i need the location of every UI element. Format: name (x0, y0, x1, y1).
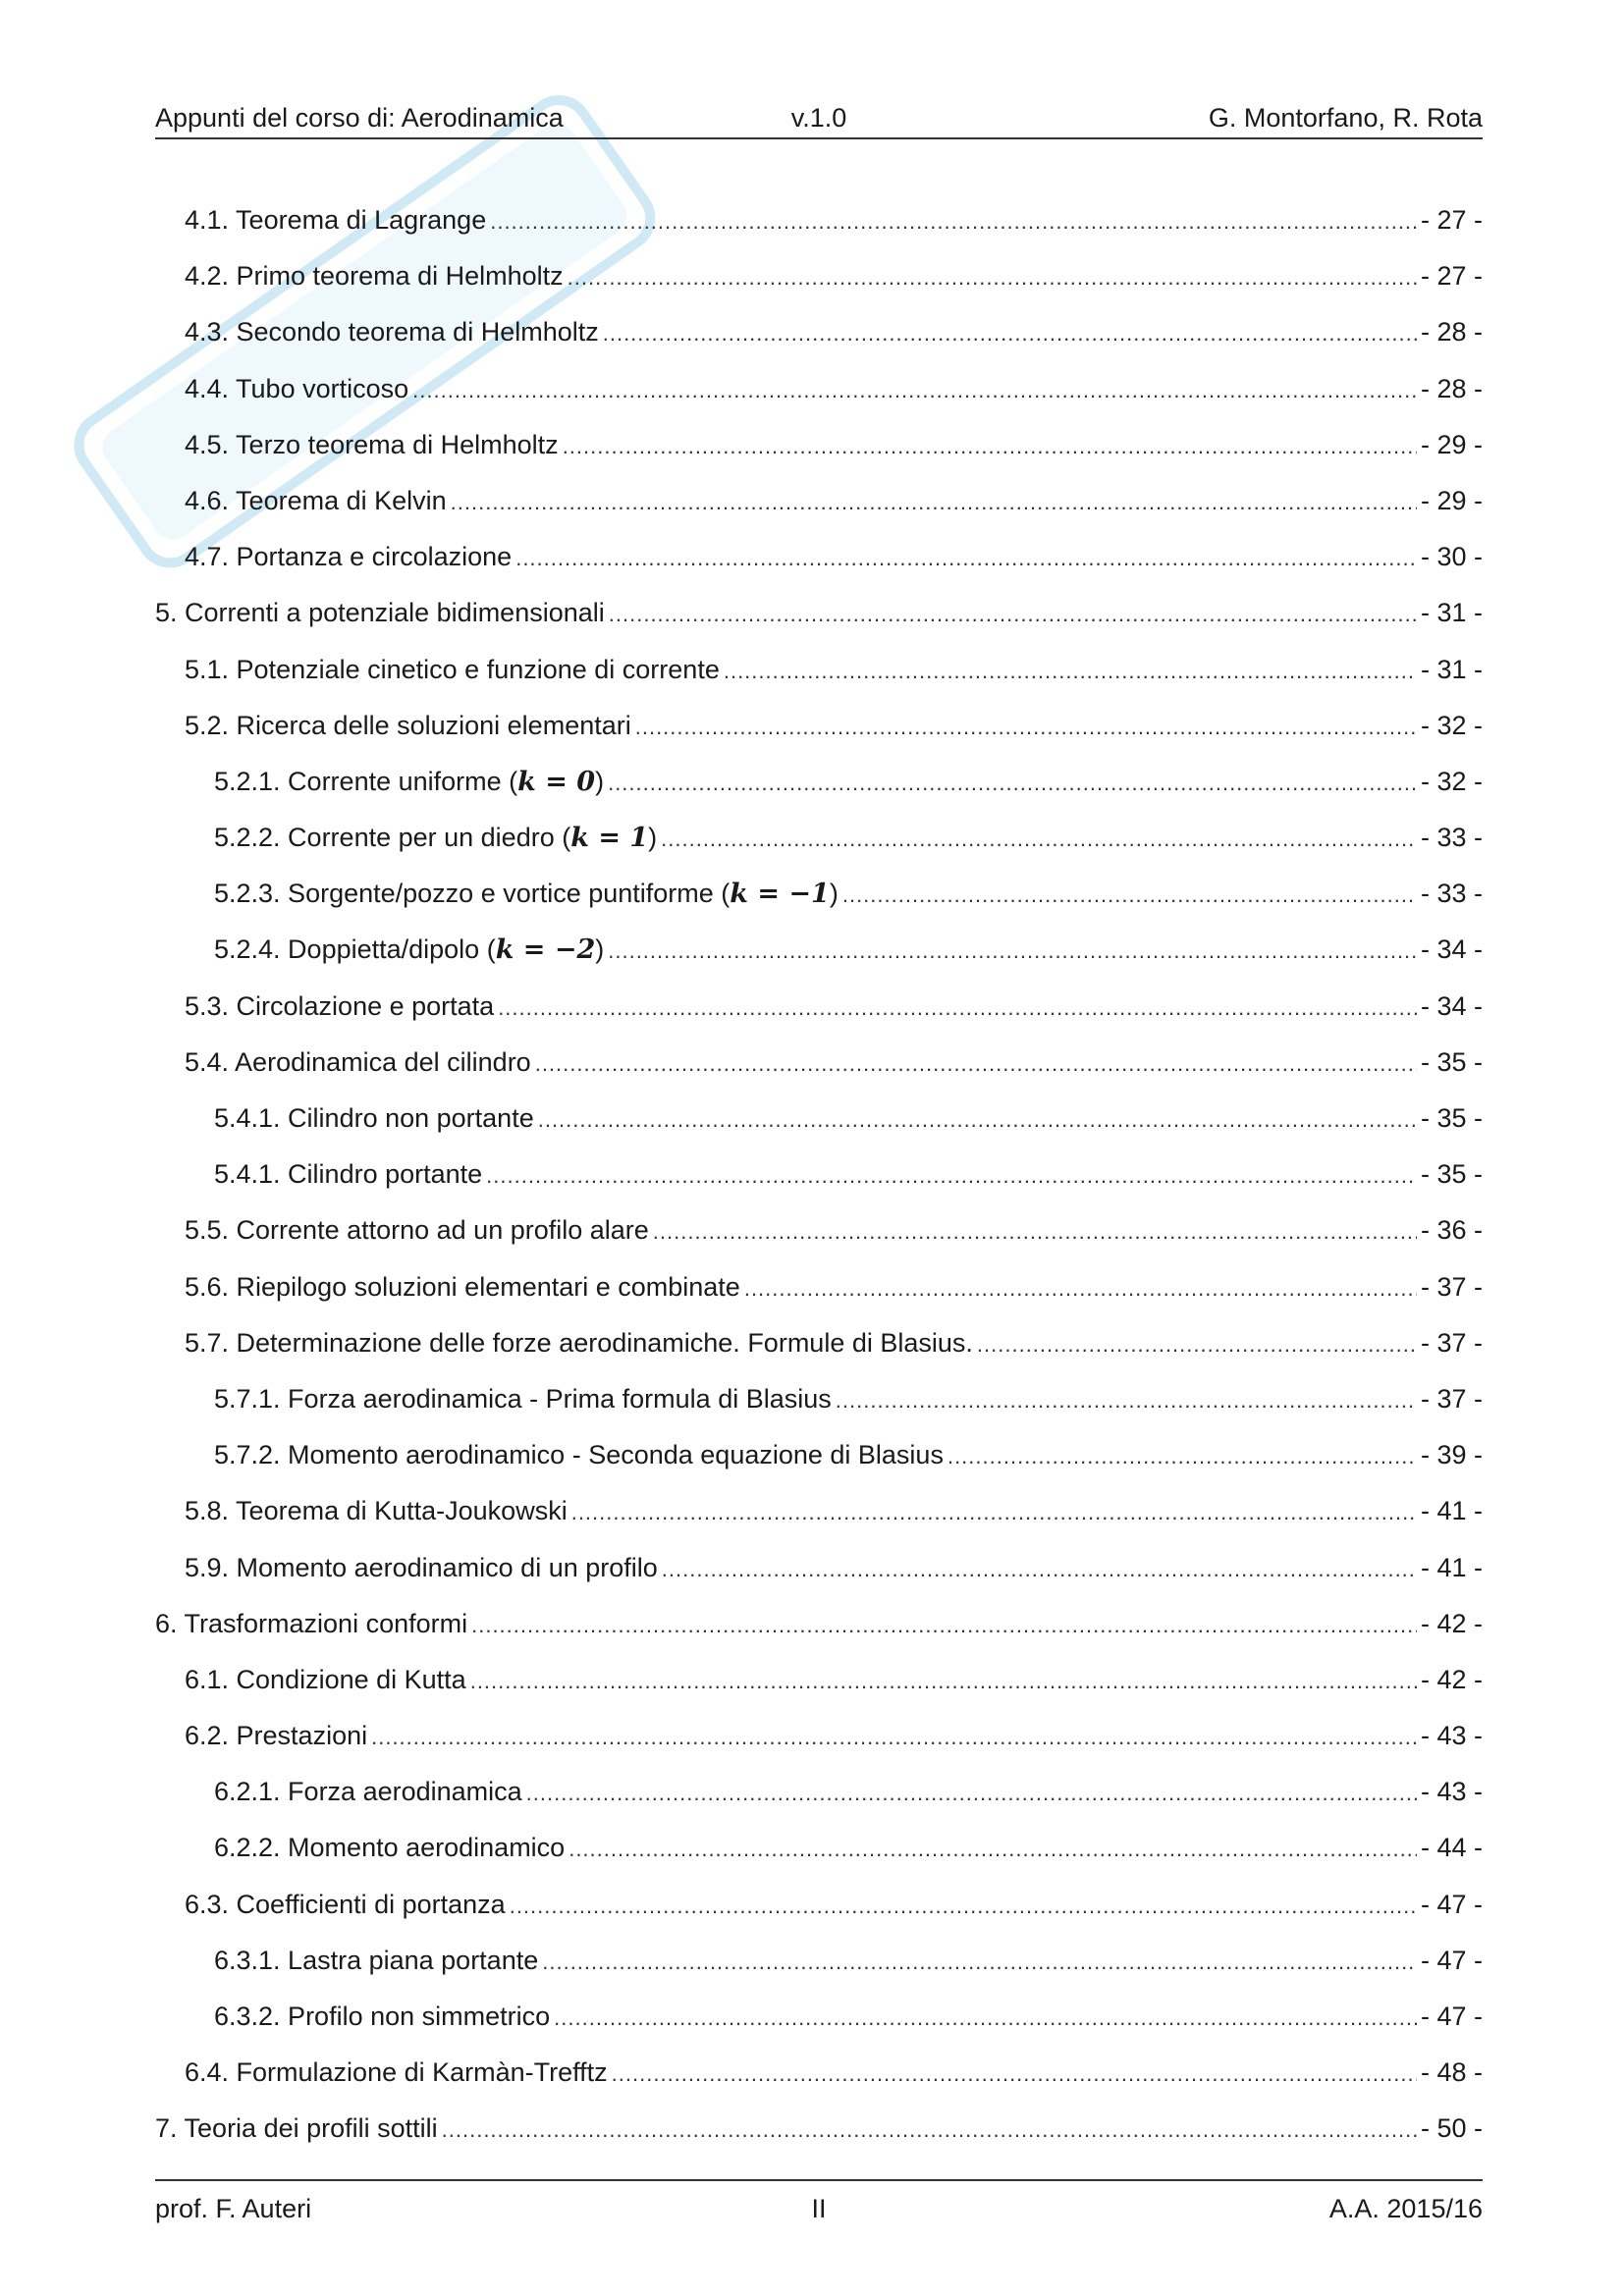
toc-entry-math: k = 1 (570, 823, 649, 854)
toc-entry-title-text: 5.2.1. Corrente uniforme ( (214, 766, 518, 796)
toc-entry-math: k = 0 (517, 766, 596, 797)
toc-entry-title (185, 1315, 973, 1371)
toc-entry-title-text: 6.2. Prestazioni (185, 1721, 368, 1751)
toc-dot-leader (608, 923, 1417, 979)
toc-dot-leader (661, 811, 1417, 867)
toc-entry-title (185, 1877, 506, 1933)
toc-entry-title-text: 6.3.2. Profilo non simmetrico (214, 2002, 551, 2031)
toc-entry-title-text: 5.6. Riepilogo soluzioni elementari e combinate (185, 1271, 740, 1302)
toc-entry-title-text: 5.7.2. Momento aerodinamico - Seconda equazione di Blasius (214, 1440, 944, 1470)
header-course-title: Appunti del corso di: Aerodinamica (155, 103, 564, 133)
toc-entry-title-text: 6.3. Coefficienti di portanza (185, 1889, 506, 1919)
toc-entry-title-text: 4.3. Secondo teorema di Helmholtz (185, 317, 599, 347)
toc-entry[interactable] (155, 1933, 1483, 1989)
toc-entry[interactable] (155, 979, 1483, 1035)
toc-entry[interactable] (155, 1540, 1483, 1596)
toc-entry-title (185, 1259, 740, 1315)
toc-dot-leader (471, 1597, 1417, 1653)
toc-entry[interactable] (155, 361, 1483, 417)
toc-entry-title-text: 4.5. Terzo teorema di Helmholtz (185, 429, 559, 459)
toc-entry[interactable] (155, 1035, 1483, 1091)
toc-entry-title-text: 6.3.1. Lastra piana portante (214, 1945, 539, 1975)
toc-entry-title-text: 5.2.2. Corrente per un diedro ( (214, 823, 571, 853)
toc-entry-title-text: 6.4. Formulazione di Karmàn-Trefftz (185, 2057, 608, 2088)
toc-entry-title-text: 5. Correnti a potenziale bidimensionali (155, 598, 605, 628)
toc-entry-title-text: 5.2. Ricerca delle soluzioni elementari (185, 710, 631, 740)
toc-entry[interactable] (155, 1202, 1483, 1258)
toc-dot-leader (486, 1148, 1417, 1203)
toc-entry-math: k = −2 (495, 934, 596, 966)
toc-entry-page: - 39 - (1420, 1440, 1483, 1470)
toc-entry[interactable] (155, 922, 1483, 978)
toc-entry-title-text: 5.2.4. Doppietta/dipolo ( (214, 934, 496, 965)
toc-entry[interactable] (155, 698, 1483, 754)
toc-entry-title (214, 866, 839, 922)
toc-entry[interactable] (155, 1596, 1483, 1652)
toc-entry[interactable] (155, 1259, 1483, 1315)
toc-entry-title-text: 5.4.1. Cilindro portante (214, 1159, 483, 1190)
toc-entry[interactable] (155, 1091, 1483, 1147)
toc-dot-leader (568, 249, 1417, 305)
toc-entry-math: k = −1 (730, 879, 830, 910)
toc-entry-title-text: 5.7.1. Forza aerodinamica - Prima formula di Blasius (214, 1383, 832, 1414)
toc-dot-leader (451, 474, 1417, 530)
footer-page-number: II (811, 2194, 827, 2223)
toc-entry[interactable] (155, 1147, 1483, 1202)
toc-entry-title-text: 4.2. Primo teorema di Helmholtz (185, 261, 564, 292)
toc-entry-title (185, 1540, 658, 1596)
toc-entry-page: - 32 - (1420, 710, 1483, 740)
toc-entry[interactable] (155, 2101, 1483, 2157)
toc-entry-page: - 27 - (1420, 261, 1483, 292)
toc-entry[interactable] (155, 1708, 1483, 1764)
toc-entry-title-text: 4.1. Teorema di Lagrange (185, 205, 487, 235)
toc-entry-title-text: 7. Teoria dei profili sottili (155, 2113, 438, 2144)
toc-entry-title-text: 5.7. Determinazione delle forze aerodinamiche. Formule di Blasius. (185, 1327, 973, 1358)
toc-entry-title (214, 1820, 565, 1876)
toc-dot-leader (608, 755, 1417, 811)
toc-dot-leader (836, 1372, 1417, 1428)
toc-entry-title (185, 2045, 608, 2101)
toc-entry-page: - 35 - (1420, 1159, 1483, 1190)
toc-entry-page: - 31 - (1420, 598, 1483, 628)
toc-entry-title-text: 5.9. Momento aerodinamico di un profilo (185, 1552, 658, 1582)
toc-entry-title (214, 1371, 832, 1427)
toc-dot-leader (612, 2046, 1417, 2102)
toc-dot-leader (744, 1260, 1417, 1316)
toc-entry[interactable] (155, 417, 1483, 473)
toc-dot-leader (603, 305, 1417, 361)
toc-dot-leader (470, 1653, 1417, 1709)
toc-entry-title-text: 6.1. Condizione di Kutta (185, 1664, 466, 1694)
toc-entry-title (185, 1202, 649, 1258)
toc-entry-page: - 33 - (1420, 823, 1483, 853)
toc-entry-title (214, 1091, 534, 1147)
toc-entry-title (214, 1147, 482, 1202)
toc-dot-leader (635, 699, 1417, 755)
toc-entry[interactable] (155, 585, 1483, 641)
toc-entry-title-text: 6.2.2. Momento aerodinamico (214, 1833, 566, 1863)
toc-entry-title (185, 1652, 466, 1708)
toc-dot-leader (515, 530, 1417, 586)
toc-entry-page: - 30 - (1420, 542, 1483, 572)
toc-entry-title (214, 1427, 944, 1483)
toc-entry-title-suffix: ) (595, 934, 605, 965)
footer-professor: prof. F. Auteri (155, 2194, 312, 2223)
toc-entry-page: - 28 - (1420, 373, 1483, 403)
toc-entry-page: - 33 - (1420, 879, 1483, 909)
toc-entry[interactable] (155, 866, 1483, 922)
toc-entry-page: - 31 - (1420, 654, 1483, 684)
toc-entry-page: - 27 - (1420, 205, 1483, 235)
header-authors: G. Montorfano, R. Rota (1208, 103, 1483, 133)
toc-entry[interactable] (155, 304, 1483, 360)
header-version: v.1.0 (790, 103, 847, 133)
toc-entry[interactable] (155, 1371, 1483, 1427)
toc-entry-page: - 47 - (1420, 1945, 1483, 1975)
toc-entry-title-text: 5.4.1. Cilindro non portante (214, 1103, 534, 1133)
toc-entry-title (185, 698, 631, 754)
toc-dot-leader (842, 867, 1417, 923)
toc-entry-title-text: 5.8. Teorema di Kutta-Joukowski (185, 1496, 568, 1526)
toc-dot-leader (442, 2102, 1417, 2158)
toc-dot-leader (526, 1765, 1417, 1821)
toc-entry-page: - 37 - (1420, 1383, 1483, 1414)
toc-dot-leader (977, 1316, 1417, 1372)
toc-entry-title (214, 810, 657, 866)
toc-entry[interactable] (155, 1989, 1483, 2045)
toc-dot-leader (538, 1092, 1417, 1148)
toc-dot-leader (662, 1541, 1417, 1597)
toc-entry-page: - 42 - (1420, 1664, 1483, 1694)
toc-entry[interactable] (155, 810, 1483, 866)
toc-entry-page: - 50 - (1420, 2113, 1483, 2144)
toc-entry-page: - 29 - (1420, 429, 1483, 459)
toc-entry-title (155, 2101, 438, 2157)
toc-entry[interactable] (155, 473, 1483, 529)
footer-academic-year: A.A. 2015/16 (1328, 2194, 1483, 2223)
toc-entry-title (155, 1596, 467, 1652)
toc-dot-leader (510, 1878, 1417, 1934)
toc-entry-title-text: 5.3. Circolazione e portata (185, 990, 495, 1021)
toc-entry-title-text: 4.6. Teorema di Kelvin (185, 485, 447, 515)
toc-entry-title (214, 922, 604, 978)
toc-dot-leader (371, 1709, 1417, 1765)
toc-dot-leader (947, 1428, 1417, 1484)
toc-entry-title (185, 1708, 367, 1764)
toc-entry[interactable] (155, 529, 1483, 585)
toc-entry[interactable] (155, 754, 1483, 810)
toc-entry[interactable] (155, 1315, 1483, 1371)
toc-entry-page: - 32 - (1420, 766, 1483, 796)
toc-dot-leader (542, 1934, 1417, 1990)
toc-entry[interactable] (155, 1877, 1483, 1933)
toc-entry-title-text: 5.1. Potenziale cinetico e funzione di corrente (185, 654, 720, 684)
toc-entry-title (214, 1989, 550, 2045)
toc-entry-title (185, 1035, 531, 1091)
page-header (155, 98, 1483, 139)
toc-entry-page: - 35 - (1420, 1103, 1483, 1133)
toc-entry-page: - 47 - (1420, 1889, 1483, 1919)
toc-entry[interactable] (155, 1764, 1483, 1820)
toc-entry-title (185, 529, 512, 585)
toc-entry-page: - 48 - (1420, 2057, 1483, 2088)
toc-entry-title-text: 6. Trasformazioni conformi (155, 1608, 468, 1638)
toc-entry-title-suffix: ) (648, 823, 658, 853)
toc-entry-title-text: 5.5. Corrente attorno ad un profilo alare (185, 1215, 649, 1246)
toc-entry[interactable] (155, 192, 1483, 248)
toc-entry-page: - 41 - (1420, 1552, 1483, 1582)
toc-entry-title (185, 1483, 568, 1539)
toc-entry-title-text: 4.7. Portanza e circolazione (185, 542, 513, 572)
toc-entry-title (185, 248, 564, 304)
toc-entry-title (214, 1764, 522, 1820)
toc-entry-page: - 41 - (1420, 1496, 1483, 1526)
toc-entry-page: - 44 - (1420, 1833, 1483, 1863)
toc-entry[interactable] (155, 1820, 1483, 1876)
toc-entry-page: - 28 - (1420, 317, 1483, 347)
toc-entry[interactable] (155, 248, 1483, 304)
toc-dot-leader (535, 1036, 1417, 1092)
toc-entry-title (185, 979, 494, 1035)
toc-dot-leader (653, 1203, 1417, 1259)
toc-entry-title (214, 754, 604, 810)
toc-dot-leader (724, 643, 1417, 699)
toc-entry-title (185, 361, 408, 417)
toc-entry-page: - 34 - (1420, 934, 1483, 965)
toc-entry[interactable] (155, 1483, 1483, 1539)
toc-entry-page: - 35 - (1420, 1046, 1483, 1077)
toc-entry[interactable] (155, 2045, 1483, 2101)
toc-entry[interactable] (155, 1652, 1483, 1708)
toc-entry-page: - 43 - (1420, 1777, 1483, 1807)
toc-entry-page: - 29 - (1420, 485, 1483, 515)
toc-entry-page: - 36 - (1420, 1215, 1483, 1246)
table-of-contents (155, 192, 1483, 2158)
toc-entry[interactable] (155, 1427, 1483, 1483)
toc-entry-title-suffix: ) (829, 879, 839, 909)
toc-dot-leader (490, 193, 1417, 249)
toc-entry-page: - 34 - (1420, 990, 1483, 1021)
toc-dot-leader (554, 1990, 1417, 2046)
toc-entry-title (185, 304, 599, 360)
toc-dot-leader (498, 980, 1417, 1036)
toc-entry[interactable] (155, 642, 1483, 698)
toc-dot-leader (609, 586, 1417, 642)
toc-entry-title (185, 192, 486, 248)
toc-entry-title-text: 4.4. Tubo vorticoso (185, 373, 409, 403)
toc-entry-page: - 37 - (1420, 1271, 1483, 1302)
toc-entry-page: - 37 - (1420, 1327, 1483, 1358)
toc-entry-page: - 47 - (1420, 2002, 1483, 2031)
toc-entry-title (185, 473, 447, 529)
toc-entry-page: - 42 - (1420, 1608, 1483, 1638)
toc-dot-leader (571, 1484, 1417, 1540)
page-footer (155, 2179, 1483, 2228)
toc-entry-title-suffix: ) (595, 766, 605, 796)
toc-entry-title-text: 5.2.3. Sorgente/pozzo e vortice puntiforme ( (214, 879, 731, 909)
toc-dot-leader (563, 418, 1417, 474)
toc-entry-page: - 43 - (1420, 1721, 1483, 1751)
toc-entry-title (185, 642, 720, 698)
toc-entry-title (155, 585, 605, 641)
toc-dot-leader (568, 1821, 1417, 1877)
toc-entry-title (185, 417, 559, 473)
toc-entry-title (214, 1933, 538, 1989)
toc-dot-leader (412, 362, 1417, 418)
toc-entry-title-text: 6.2.1. Forza aerodinamica (214, 1777, 522, 1807)
toc-entry-title-text: 5.4. Aerodinamica del cilindro (185, 1046, 531, 1077)
